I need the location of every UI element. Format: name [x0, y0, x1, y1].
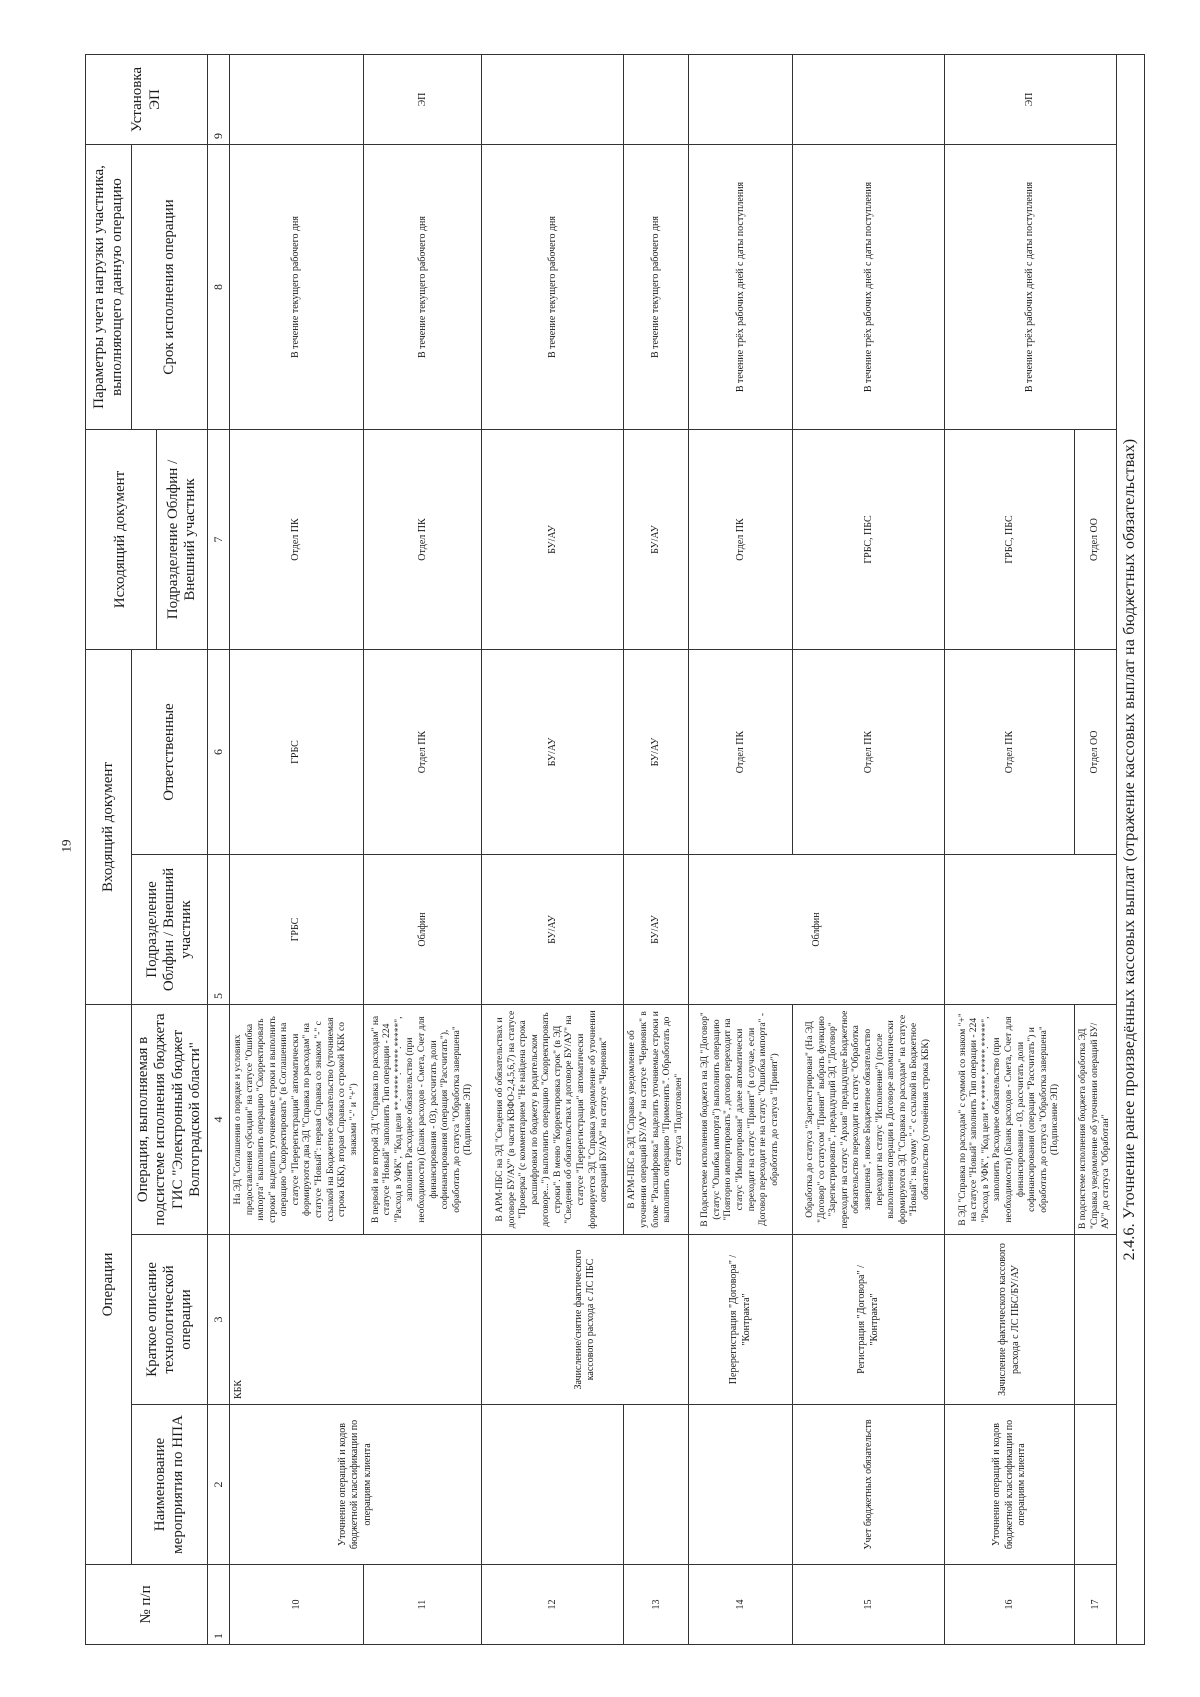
- npa-cell: [624, 1405, 689, 1565]
- rotated-table-page: [85, 55, 1170, 1645]
- row-number: 10: [230, 1565, 364, 1645]
- deadline-cell: В течение текущего рабочего дня: [230, 145, 364, 430]
- table-row: [482, 55, 624, 1645]
- npa-cell: [689, 1405, 793, 1565]
- header-incoming: Входящий документ: [86, 650, 132, 1005]
- operation-cell: В подсистеме исполнения бюджета обработка ЭД "Справка уведомление об уточнении операций БУ/АУ" до статуса "Обработан": [1075, 1005, 1117, 1235]
- col-number-5: 5: [208, 855, 230, 1005]
- signature-cell: [793, 55, 945, 145]
- responsible-cell: БУ/АУ: [624, 650, 689, 855]
- table-row: [689, 55, 793, 1645]
- deadline-cell: В течение текущего рабочего дня: [482, 145, 624, 430]
- responsible-cell: Отдел ОО: [1075, 650, 1117, 855]
- header-npa: Наименование мероприятия по НПА: [132, 1405, 208, 1565]
- header-deadline: Срок исполнения операции: [132, 145, 208, 430]
- header-brief: Краткое описание технологической операции: [132, 1235, 208, 1405]
- operation-cell: В Подсистеме исполнения бюджета на ЭД "Договор" (статус "Ошибка импорта") выполнить операцию "Повторно импортировать", договор переходит на статус "Импортирован" далее автоматически переходит на статус "Принят" (в случае, если Договор переходит не на статус "Ошибка импорта" - обработать до статуса "Принят"): [689, 1005, 793, 1235]
- npa-cell: Уточнение операций и кодов бюджетной классификации по операциям клиента: [945, 1405, 1075, 1565]
- operation-cell: В ЭД "Справка по расходам" с суммой со знаком "+" на статусе "Новый" заполнить Тип операции - 224 "Расход в УФК", "Код цели **.*****.*****.*****", заполнить Расходное обязательство (при необходимости) (Бланк расходов - Смета, Счет для финансирования - 03, рассчитать доли софинансирования (операция "Рассчитать") и обработать до статуса "Обработка завершена" (Подписание ЭП): [945, 1005, 1075, 1235]
- brief-cell: Регистрация "Договора" / "Контракта": [793, 1235, 945, 1405]
- col-number-9: 9: [208, 55, 230, 145]
- responsible-cell: БУ/АУ: [482, 650, 624, 855]
- deadline-cell: В течение текущего рабочего дня: [624, 145, 689, 430]
- dept-in-cell: БУ/АУ: [482, 855, 624, 1005]
- col-number-2: 2: [208, 1405, 230, 1565]
- row-number: 15: [793, 1565, 945, 1645]
- col-number-6: 6: [208, 650, 230, 855]
- signature-cell: [624, 55, 689, 145]
- signature-cell: [689, 55, 793, 145]
- operation-cell: В АРМ-ПБС в ЭД "Справка уведомление об уточнении операций БУ/АУ" на статусе "Черновик" в блоке "Расшифровка" выделить уточняемые строки и выполнить операцию "Применить". Обработать до статуса "Подготовлен": [624, 1005, 689, 1235]
- npa-cell: Уточнение операций и кодов бюджетной классификации по операциям клиента: [230, 1405, 482, 1565]
- signature-cell: ЭП: [364, 55, 482, 145]
- dept-in-cell: Облфин: [689, 855, 945, 1005]
- dept-out-cell: ГРБС, ПБС: [793, 430, 945, 650]
- responsible-cell: Отдел ПК: [689, 650, 793, 855]
- row-number: 13: [624, 1565, 689, 1645]
- header-responsible: Ответственные: [132, 650, 208, 855]
- deadline-cell: В течение текущего рабочего дня: [364, 145, 482, 430]
- header-dept-out: Подразделение Облфин / Внешний участник: [156, 430, 207, 650]
- signature-cell: ЭП: [945, 55, 1117, 145]
- col-number-8: 8: [208, 145, 230, 430]
- dept-out-cell: БУ/АУ: [482, 430, 624, 650]
- npa-cell: [1075, 1405, 1117, 1565]
- dept-out-cell: БУ/АУ: [624, 430, 689, 650]
- table-row: [945, 55, 1075, 1645]
- responsible-cell: Отдел ПК: [945, 650, 1075, 855]
- responsible-cell: ГРБС: [230, 650, 364, 855]
- deadline-cell: В течение трёх рабочих дней с даты поступления: [793, 145, 945, 430]
- row-number: 11: [364, 1565, 482, 1645]
- signature-cell: [230, 55, 364, 145]
- header-outgoing: Исходящий документ: [86, 430, 157, 650]
- col-number-4: 4: [208, 1005, 230, 1235]
- dept-in-cell: БУ/АУ: [624, 855, 689, 1005]
- brief-cell: Зачисление фактического кассового расхода с ЛС ПБС/БУ/АУ: [945, 1235, 1075, 1405]
- col-number-1: 1: [208, 1565, 230, 1645]
- dept-in-cell: Облфин: [364, 855, 482, 1005]
- row-number: 16: [945, 1565, 1075, 1645]
- header-no: № п/п: [86, 1565, 208, 1645]
- signature-cell: [482, 55, 624, 145]
- operation-cell: Обработка до статуса "Зарегистрирован" (На ЭД "Договор" со статусом "Принят" выбрать функцию "Зарегистрировать", предыдущий ЭД "Договор" переходит на статус "Архив" предыдущее Бюджетное обязательство переходит на статус "Обработка завершена", новое Бюджетное обязательство переходит на статус "Исполнение") (после выполнения операции в Договоре автоматически формируются ЭД "Справка по расходам" на статусе "Новый": на сумму "-" с ссылкой на Бюджетное обязательство (уточнённая строка КБК): [793, 1005, 945, 1235]
- col-number-7: 7: [208, 430, 230, 650]
- table-row: [230, 55, 364, 1645]
- responsible-cell: Отдел ПК: [793, 650, 945, 855]
- dept-out-cell: ГРБС, ПБС: [945, 430, 1075, 650]
- header-params: Параметры учета нагрузки участника, выполняющего данную операцию: [86, 145, 132, 430]
- header-op-desc: Операция, выполняемая в подсистеме исполнения бюджета ГИС "Электронный бюджет Волгоградской области": [132, 1005, 208, 1235]
- dept-out-cell: Отдел ОО: [1075, 430, 1117, 650]
- dept-out-cell: Отдел ПК: [689, 430, 793, 650]
- brief-cell: Зачисление/снятие фактического кассового расхода с ЛС ПБС: [482, 1235, 689, 1405]
- deadline-cell: В течение трёх рабочих дней с даты поступления: [945, 145, 1117, 430]
- header-dept-in: Подразделение Облфин / Внешний участник: [132, 855, 208, 1005]
- dept-in-cell: ГРБС: [230, 855, 364, 1005]
- dept-out-cell: Отдел ПК: [364, 430, 482, 650]
- operations-table: [85, 54, 1145, 1645]
- row-number: 14: [689, 1565, 793, 1645]
- col-number-3: 3: [208, 1235, 230, 1405]
- header-operations: Операции: [86, 1005, 132, 1565]
- operation-cell: В АРМ-ПБС на ЭД "Сведения об обязательствах и договоре БУ/АУ" (в части КВФО-2,4,5,6,7) на статусе "Проверка" (с комментарием "Не найдена строка расшифровки по бюджету в родительском договоре...") выполнить операцию "Скорректировать строки". В меню "Корректировка строк" (в ЭД "Сведения об обязательствах и договоре БУ/АУ" на статусе "Перерегистрация" автоматически формируется ЭД "Справка уведомление об уточнении операций БУ/АУ" на статусе "Черновик": [482, 1005, 624, 1235]
- npa-cell: [482, 1405, 624, 1565]
- dept-in-cell: [945, 855, 1117, 1005]
- dept-out-cell: Отдел ПК: [230, 430, 364, 650]
- section-title: 2.4.6. Уточнение ранее произведённых кассовых выплат (отражение кассовых выплат на бюджетных обязательствах): [1116, 55, 1144, 1645]
- header-signature: Установка ЭП: [86, 55, 208, 145]
- brief-cell: [1075, 1235, 1117, 1405]
- npa-cell: Учет бюджетных обязательств: [793, 1405, 945, 1565]
- row-number: 17: [1075, 1565, 1117, 1645]
- brief-cell: Перерегистрация "Договора" / "Контракта": [689, 1235, 793, 1405]
- page-number: 19: [58, 839, 74, 853]
- deadline-cell: В течение трёх рабочих дней с даты поступления: [689, 145, 793, 430]
- brief-cell: КБК: [230, 1235, 482, 1405]
- responsible-cell: Отдел ПК: [364, 650, 482, 855]
- table-row: [624, 55, 689, 1645]
- row-number: 12: [482, 1565, 624, 1645]
- operation-cell: В первой и во второй ЭД "Справка по расходам" на статусе "Новый" заполнить Тип операции - 224 "Расход в УФК", "Код цели **.*****.*****.*****", заполнить Расходное обязательство (при необходимости) (Бланк расходов - Смета, Счет для финансирования - 03), рассчитать доли софинансирования (операция "Рассчитать"), обработать до статуса "Обработка завершена" (Подписание ЭП): [364, 1005, 482, 1235]
- table-row: [793, 55, 945, 1645]
- operation-cell: На ЭД "Соглашения о порядке и условиях предоставления субсидии" на статусе "Ошибка импорта" выполнить операцию "Скорректировать строки" выделить уточняемые строки и выполнить операцию "Скорректировать" (в Соглашении на статусе "Перерегистрация" автоматически формируются два ЭД "Справка по расходам" на статусе "Новый": первая Справка со знаком "-" с ссылкой на Бюджетное обязательство (уточняемая строка КБК), вторая Справка со строкой КБК со знаками "-" и "+"): [230, 1005, 364, 1235]
